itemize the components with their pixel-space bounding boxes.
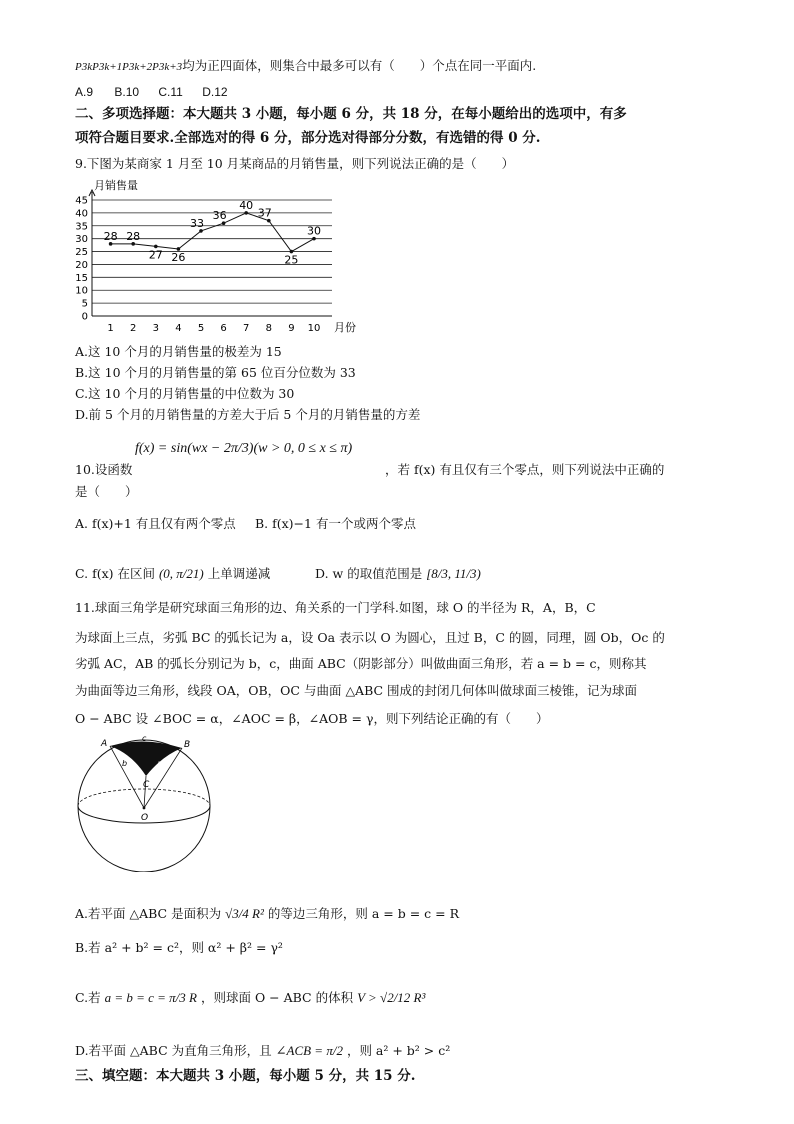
- q11-option-c-prefix: C.若: [75, 990, 101, 1005]
- data-label: 28: [126, 229, 141, 243]
- q10-condition: ，若 f(x) 有且仅有三个零点，则下列说法中正确的: [385, 462, 665, 477]
- y-axis-label: 月销售量: [94, 179, 138, 192]
- q8-option-c: C.11: [158, 85, 183, 99]
- x-tick-label: 1: [107, 323, 114, 334]
- x-tick-label: 5: [197, 323, 205, 334]
- data-label: 36: [212, 209, 227, 223]
- y-tick-label: 30: [75, 234, 88, 246]
- data-label: 37: [257, 206, 272, 220]
- label-a-point: A: [101, 739, 108, 749]
- q8-set-elements: P3kP3k+1P3k+2P3k+3: [75, 61, 183, 73]
- data-label: 28: [103, 229, 118, 243]
- q10-continuation: 是（ ）: [75, 484, 138, 499]
- q10-option-c-prefix: C. f(x) 在区间: [75, 566, 155, 581]
- data-label: 40: [239, 198, 254, 212]
- q10-option-d: [315, 566, 481, 582]
- y-tick-label: 45: [75, 195, 88, 207]
- label-o-center: O: [141, 813, 149, 823]
- q8-option-a: A.9: [75, 85, 94, 99]
- q10-option-d-prefix: D. w 的取值范围是: [315, 566, 423, 581]
- q9-option-b: B.这 10 个月的月销售量的第 65 位百分位数为 33: [75, 365, 356, 380]
- q8-tail-text: 均为正四面体，则集合中最多可以有（ ）个点在同一平面内.: [182, 58, 537, 73]
- q10-option-d-range: [8/3, 11/3): [426, 566, 481, 581]
- q11-option-c-mid: ，则球面 O − ABC 的体积: [200, 990, 354, 1005]
- q11-option-a-prefix: A.若平面 △ABC 是面积为: [75, 906, 222, 921]
- q9-option-c: C.这 10 个月的月销售量的中位数为 30: [75, 386, 295, 401]
- label-a-arc: a: [157, 759, 162, 768]
- y-tick-label: 5: [81, 298, 88, 310]
- q11-line3: 劣弧 AC，AB 的弧长分别记为 b，c，曲面 ABC（阴影部分）叫做曲面三角形，若 a = b = c，则称其: [75, 656, 647, 671]
- q10-function: f(x) = sin(wx − 2π/3)(w > 0, 0 ≤ x ≤ π): [135, 441, 353, 456]
- q10-option-a: A. f(x)+1 有且仅有两个零点: [75, 516, 236, 531]
- label-c-arc: c: [142, 736, 147, 743]
- q11-option-b: B.若 a² + b² = c²，则 α² + β² = γ²: [75, 940, 283, 955]
- label-c-point: C: [143, 780, 150, 790]
- q9-line-chart: [70, 176, 360, 338]
- q8-option-d: D.12: [202, 85, 228, 99]
- x-tick-label: 8: [265, 323, 272, 334]
- x-tick-label: 3: [152, 323, 159, 334]
- y-tick-label: 10: [75, 285, 88, 297]
- label-b-point: B: [184, 740, 191, 750]
- q11-option-a: [75, 906, 459, 922]
- data-label: 25: [284, 253, 299, 267]
- section3-heading: 三、填空题：本大题共 3 小题，每小题 5 分，共 15 分.: [75, 1068, 416, 1084]
- q11-option-d: [75, 1043, 450, 1059]
- q11-option-d-angle: ∠ACB = π/2: [275, 1043, 343, 1058]
- y-tick-label: 0: [81, 311, 88, 323]
- q11-option-a-area: √3/4 R²: [225, 906, 264, 921]
- x-tick-label: 4: [175, 323, 182, 334]
- sphere-figure: [74, 736, 214, 872]
- q10-prefix: 10.设函数: [75, 462, 133, 477]
- q9-stem: 9.下图为某商家 1 月至 10 月某商品的月销售量，则下列说法正确的是（ ）: [75, 156, 515, 171]
- data-label: 33: [190, 216, 204, 230]
- q11-option-c-volume: V > √2/12 R³: [357, 990, 426, 1005]
- q8-tail-line: [75, 58, 536, 75]
- q10-option-c-interval: (0, π/21): [158, 566, 204, 581]
- q9-option-a: A.这 10 个月的月销售量的极差为 15: [75, 344, 282, 359]
- q8-options: [75, 84, 228, 100]
- x-tick-label: 10: [307, 323, 321, 334]
- q11-option-d-suffix: ，则 a² + b² > c²: [346, 1043, 451, 1058]
- q9-option-d: D.前 5 个月的月销售量的方差大于后 5 个月的月销售量的方差: [75, 407, 421, 422]
- q10-option-c-suffix: 上单调递减: [207, 566, 271, 581]
- x-tick-label: 6: [220, 323, 227, 334]
- y-tick-label: 20: [75, 259, 88, 271]
- q11-line4: 为曲面等边三角形，线段 OA，OB，OC 与曲面 △ABC 围成的封闭几何体叫做球面三棱锥，记为球面: [75, 683, 638, 698]
- x-axis-label: 月份: [334, 321, 356, 334]
- q11-line2: 为球面上三点，劣弧 BC 的弧长记为 a，设 Oa 表示以 O 为圆心，且过 B，C 的圆，同理，圆 Ob，Oc 的: [75, 630, 665, 645]
- q11-line1: 11.球面三角学是研究球面三角形的边、角关系的一门学科.如图，球 O 的半径为 R，A，B，C: [75, 600, 596, 615]
- q10-option-b: B. f(x)−1 有一个或两个零点: [255, 516, 416, 531]
- q11-option-c: [75, 990, 425, 1006]
- x-tick-label: 9: [288, 323, 295, 334]
- data-label: 30: [307, 224, 321, 238]
- label-b-arc: b: [122, 759, 128, 768]
- data-label: 27: [148, 248, 163, 262]
- section2-heading-line1: 二、多项选择题：本大题共 3 小题，每小题 6 分，共 18 分，在每小题给出的选项中，有多: [75, 106, 627, 122]
- x-tick-label: 2: [130, 323, 137, 334]
- q11-option-d-prefix: D.若平面 △ABC 为直角三角形，且: [75, 1043, 272, 1058]
- q8-option-b: B.10: [114, 85, 140, 99]
- y-tick-label: 40: [75, 208, 88, 220]
- y-tick-label: 15: [75, 272, 88, 284]
- y-tick-label: 35: [75, 221, 88, 233]
- data-label: 26: [171, 250, 186, 264]
- y-tick-label: 25: [75, 247, 88, 259]
- x-tick-label: 7: [243, 323, 250, 334]
- q11-option-c-condition: a = b = c = π/3 R: [104, 990, 197, 1005]
- section2-heading-line2: 项符合题目要求.全部选对的得 6 分，部分选对得部分分数，有选错的得 0 分.: [75, 130, 541, 146]
- q11-option-a-suffix: 的等边三角形，则 a = b = c = R: [267, 906, 459, 921]
- q10-option-c: [75, 566, 270, 582]
- q11-line5: O − ABC 设 ∠BOC = α，∠AOC = β，∠AOB = γ，则下列结论正确的有（ ）: [75, 711, 549, 726]
